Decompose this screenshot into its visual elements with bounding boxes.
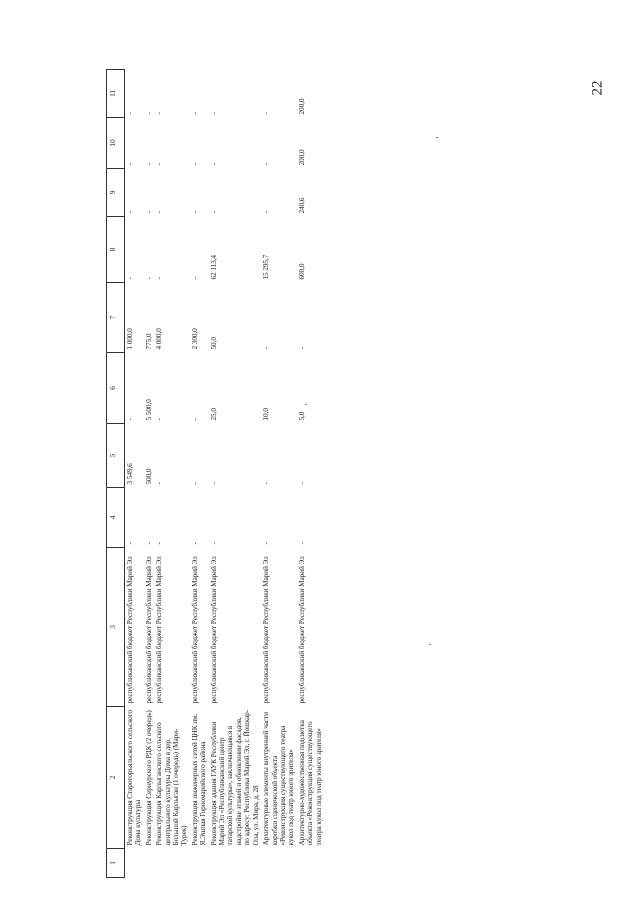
cell-value: - [261, 211, 271, 214]
cell-object: Реконструкция инженерных сетей ЦНК им. Я.Эшпая Горномарийского района [189, 713, 208, 846]
cell-funding-source: республиканский бюджет Республики Марий Эл [154, 556, 164, 704]
cell-value: - [208, 542, 218, 545]
cell-value: 3 549,6 [125, 463, 134, 485]
cell-value: - [125, 542, 134, 545]
cell-number [190, 849, 209, 878]
table-row [190, 70, 209, 878]
cell-number [209, 849, 261, 878]
cell-funding-source: республиканский бюджет Республики Марий Эл [208, 556, 218, 704]
cell-value: 500,0 [143, 468, 153, 485]
cell-value: - [261, 482, 271, 485]
cell-value: - [125, 163, 134, 166]
column-header: 4 [107, 488, 125, 548]
column-header: 1 [107, 849, 125, 878]
cell-value: - [189, 542, 199, 545]
page-number: 22 [589, 80, 606, 96]
cell-object: Реконструкция Сернурского РДК (2 очередь) [143, 710, 153, 846]
cell-value: - [125, 211, 134, 214]
cell-funding-source: республиканский бюджет Республики Марий Эл [143, 556, 153, 704]
cell-value: - [189, 163, 199, 166]
scan-speck [429, 644, 431, 645]
cell-value: 50,0 [208, 337, 218, 350]
cell-value: - [154, 542, 164, 545]
table-row [125, 70, 144, 878]
cell-value: - [154, 277, 164, 280]
table-row [154, 70, 190, 878]
cell-funding-source: республиканский бюджет Республики Марий Эл [296, 556, 306, 704]
cell-value: - [208, 163, 218, 166]
cell-value: - [143, 542, 153, 545]
cell-value: 1 000,0 [125, 328, 134, 350]
column-header: 5 [107, 424, 125, 488]
budget-table-rotated [106, 70, 621, 878]
cell-number [297, 849, 324, 878]
column-header: 11 [107, 70, 125, 118]
cell-value: 4 000,0 [154, 328, 164, 350]
column-header: 2 [107, 707, 125, 849]
cell-value: - [154, 211, 164, 214]
cell-number [154, 849, 190, 878]
cell-value: 5 500,0 [143, 399, 153, 421]
cell-value: - [143, 112, 153, 115]
cell-value: - [154, 418, 164, 421]
cell-value: - [125, 112, 134, 115]
cell-value: 240,6 [296, 197, 306, 214]
cell-value: - [189, 211, 199, 214]
column-header: 8 [107, 217, 125, 283]
cell-value: - [296, 347, 306, 350]
cell-object: Реконструкция здания ГАУК Республики Марий Эл «Республиканский центр татарской культуры», заключающаяся в надстройке этажей и обновлении фасадов, по адресу: Республика Марий Эл, г. Йошкар-Ола, ул. Мира, д. 28 [208, 709, 260, 846]
cell-value: 200,0 [296, 149, 306, 166]
cell-value: - [261, 542, 271, 545]
cell-number [125, 849, 144, 878]
cell-funding-source: республиканский бюджет Республики Марий Эл [125, 556, 134, 704]
cell-value: - [143, 211, 153, 214]
cell-number [144, 849, 154, 878]
scan-speck [436, 137, 438, 138]
cell-value: 600,0 [296, 263, 306, 280]
column-header: 3 [107, 548, 125, 707]
budget-table [106, 69, 324, 878]
table-header-row [107, 70, 125, 878]
table-row [297, 70, 324, 878]
cell-value: 15 295,7 [261, 254, 271, 280]
cell-value: - [154, 482, 164, 485]
column-header: 10 [107, 118, 125, 169]
cell-object: Реконструкция Карлыганского сельского центрального культуры Дома в дер. Большой Карлыган (1 очередь) (Мари-Турек) [154, 722, 189, 846]
cell-value: - [296, 542, 306, 545]
cell-value: - [189, 418, 199, 421]
cell-value: - [189, 277, 199, 280]
cell-value: 5,0 [296, 411, 306, 421]
cell-value: - [125, 277, 134, 280]
cell-value: - [208, 211, 218, 214]
column-header: 7 [107, 283, 125, 353]
cell-object: Архитектурно-художественная подсветка объекта «Реконструкция существующего театра кукол под театр юного зрителя» [296, 720, 323, 846]
cell-value: 10,0 [261, 408, 271, 421]
cell-value: 62 113,4 [208, 255, 218, 280]
cell-value: - [261, 347, 271, 350]
cell-value: 2 300,0 [189, 328, 199, 350]
cell-object: Архитектурные элементы внутренней части коробки сценической объекта «Реконструкция существующего театра кукол под театр юного зрителя» [261, 712, 296, 846]
cell-object: Реконструкция Староторъяльского сельского Дома культуры [125, 710, 143, 846]
cell-value: - [189, 482, 199, 485]
cell-value: - [208, 482, 218, 485]
cell-value: 200,0 [296, 98, 306, 115]
cell-value: - [261, 112, 271, 115]
cell-value: 775,0 [143, 333, 153, 350]
cell-value: - [143, 163, 153, 166]
cell-funding-source: республиканский бюджет Республики Марий Эл [189, 556, 199, 704]
cell-value: - [125, 418, 134, 421]
table-row [144, 70, 154, 878]
cell-value: - [154, 112, 164, 115]
cell-value: - [296, 482, 306, 485]
table-row [261, 70, 297, 878]
column-header: 6 [107, 353, 125, 424]
cell-number [261, 849, 297, 878]
table-row [209, 70, 261, 878]
cell-value: 25,0 [208, 408, 218, 421]
cell-value: - [143, 277, 153, 280]
cell-value: - [208, 112, 218, 115]
column-header: 9 [107, 169, 125, 217]
cell-value: - [154, 163, 164, 166]
scan-speck [305, 404, 307, 405]
cell-funding-source: республиканский бюджет Республики Марий Эл [261, 556, 271, 704]
cell-value: - [189, 112, 199, 115]
cell-value: - [261, 163, 271, 166]
